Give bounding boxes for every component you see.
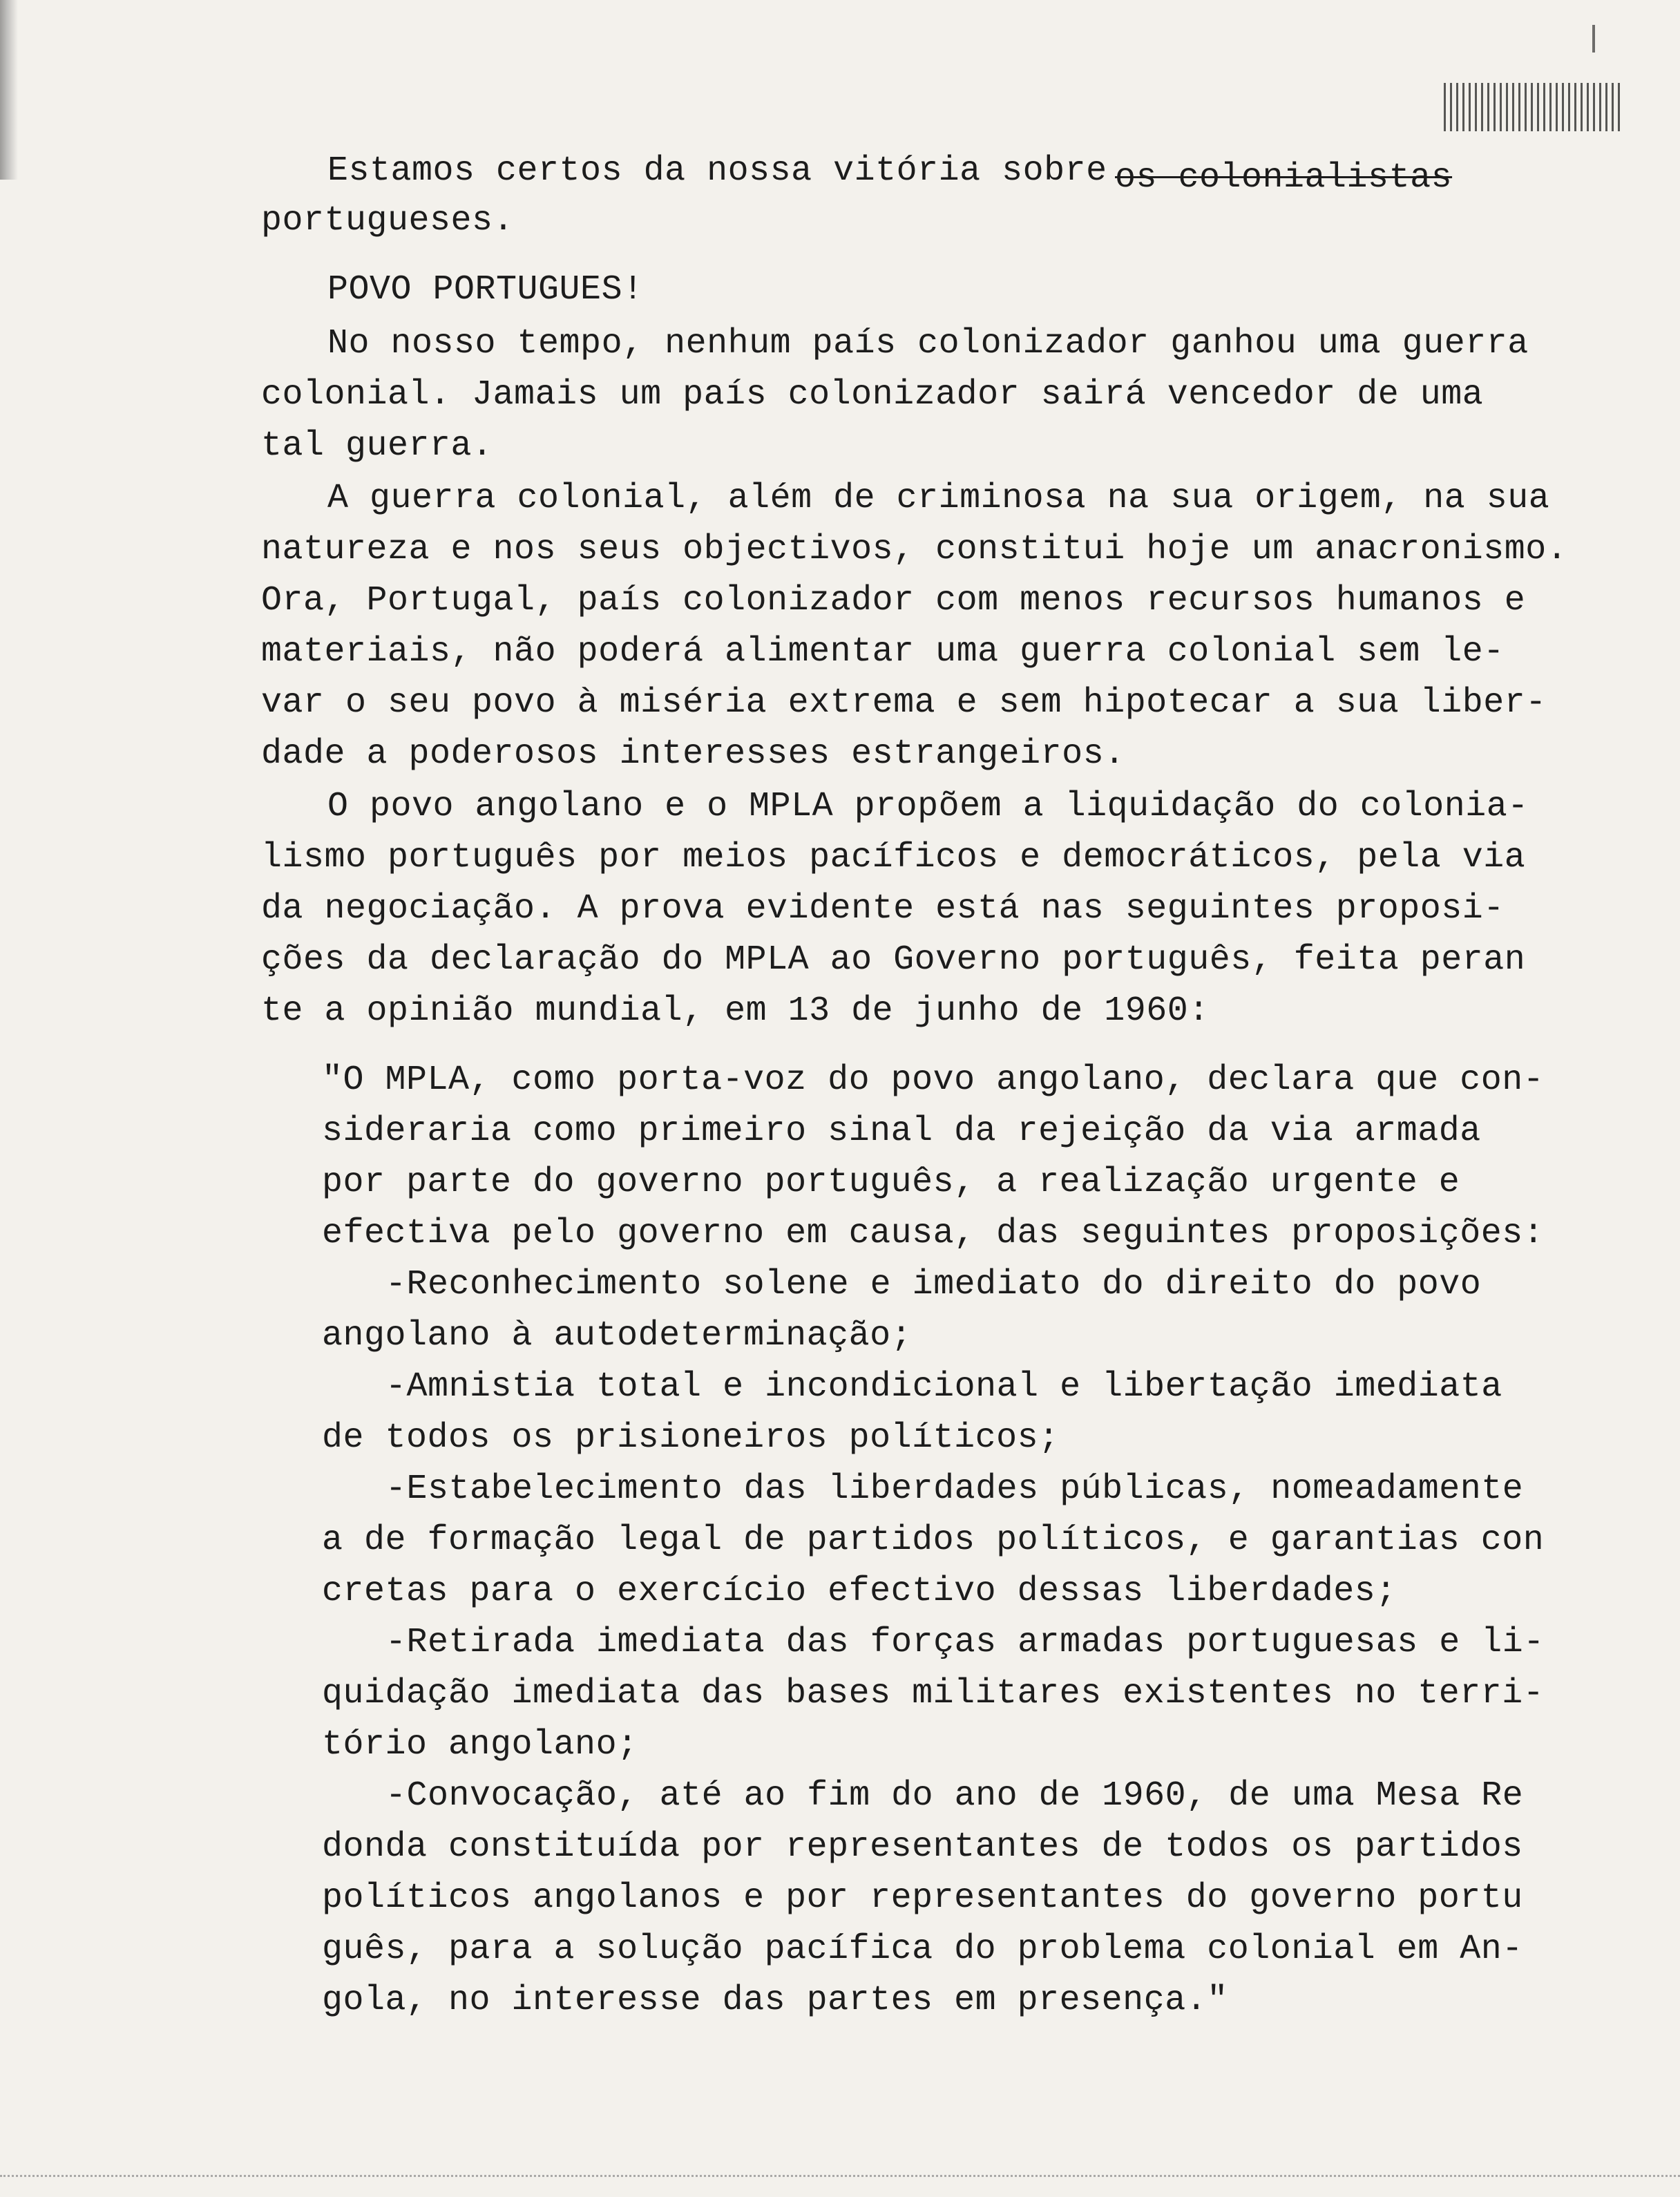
text-line: tal guerra. [261, 426, 493, 466]
text-line: O povo angolano e o MPLA propõem a liquidação do colonia- [327, 787, 1529, 826]
text-line: No nosso tempo, nenhum país colonizador ganhou uma guerra [327, 324, 1529, 363]
text-line: da negociação. A prova evidente está nas seguintes proposi- [261, 889, 1505, 929]
quote-line: sideraria como primeiro sinal da rejeição da via armada [322, 1112, 1481, 1151]
quote-line: cretas para o exercício efectivo dessas liberdades; [322, 1572, 1397, 1611]
struck-text: os colonialistas [1115, 158, 1453, 198]
list-item: -Retirada imediata das forças armadas portuguesas e li- [385, 1623, 1545, 1662]
text-line: te a opinião mundial, em 13 de junho de 1960: [261, 991, 1210, 1031]
text-line: dade a poderosos interesses estrangeiros. [261, 734, 1125, 774]
text-line: portugueses. [261, 201, 515, 240]
text-line: colonial. Jamais um país colonizador sairá vencedor de uma [261, 375, 1484, 415]
quote-line: a de formação legal de partidos políticos, e garantias con [322, 1521, 1545, 1560]
quote-line: gola, no interesse das partes em presença." [322, 1981, 1228, 2020]
list-item: -Reconhecimento solene e imediato do direito do povo [385, 1265, 1482, 1304]
quote-line: donda constituída por representantes de todos os partidos [322, 1827, 1523, 1867]
text-line: lismo português por meios pacíficos e democráticos, pela via [261, 838, 1526, 877]
text-line: A guerra colonial, além de criminosa na sua origem, na sua [327, 479, 1550, 518]
list-item: -Estabelecimento das liberdades públicas, nomeadamente [385, 1470, 1524, 1509]
quote-line: de todos os prisioneiros políticos; [322, 1418, 1060, 1458]
quote-line: por parte do governo português, a realização urgente e [322, 1163, 1460, 1202]
heading: POVO PORTUGUES! [327, 270, 644, 310]
text-line: ções da declaração do MPLA ao Governo português, feita peran [261, 940, 1526, 980]
text-line: materiais, não poderá alimentar uma guerra colonial sem le- [261, 632, 1505, 672]
text-line: Estamos certos da nossa vitória sobre [327, 151, 1129, 191]
quote-line: tório angolano; [322, 1725, 638, 1765]
text-line: natureza e nos seus objectivos, constitui hoje um anacronismo. [261, 530, 1568, 569]
quote-line: guês, para a solução pacífica do problema colonial em An- [322, 1930, 1523, 1969]
list-item: -Amnistia total e incondicional e libertação imediata [385, 1367, 1502, 1407]
text-line: Ora, Portugal, país colonizador com menos recursos humanos e [261, 581, 1526, 620]
quote-line: "O MPLA, como porta-voz do povo angolano, declara que con- [322, 1061, 1545, 1100]
quote-line: políticos angolanos e por representantes do governo portu [322, 1879, 1523, 1918]
quote-line: efectiva pelo governo em causa, das seguintes proposições: [322, 1214, 1545, 1253]
list-item: -Convocação, até ao fim do ano de 1960, de uma Mesa Re [385, 1776, 1524, 1816]
text-line: var o seu povo à miséria extrema e sem hipotecar a sua liber- [261, 683, 1547, 723]
quote-line: angolano à autodeterminação; [322, 1316, 913, 1356]
quote-line: quidação imediata das bases militares existentes no terri- [322, 1674, 1545, 1713]
page-bottom-edge [0, 2175, 1680, 2178]
